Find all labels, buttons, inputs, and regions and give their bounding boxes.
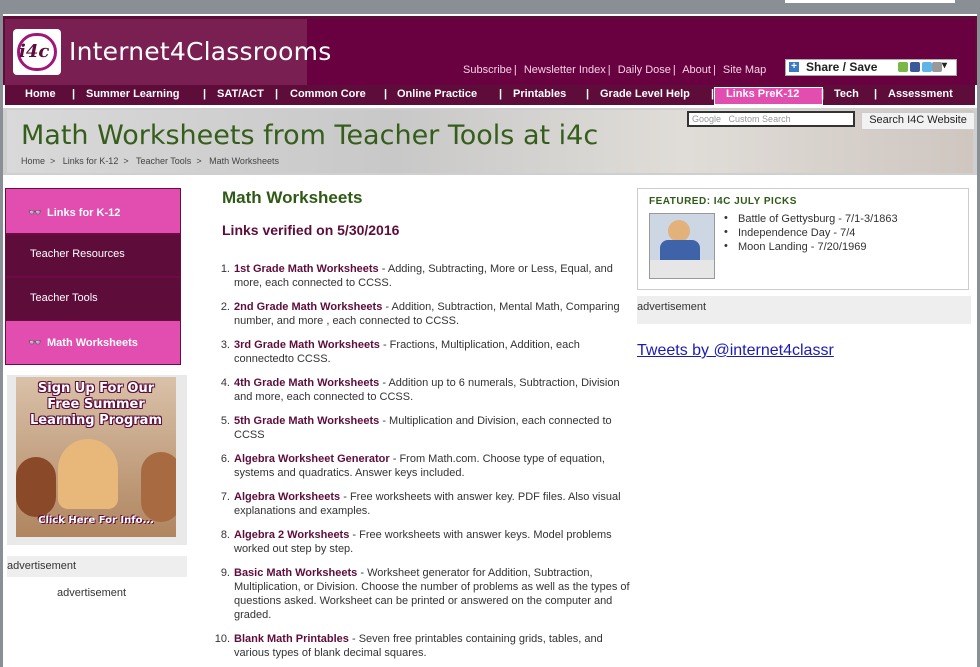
item-number: 4. — [220, 377, 230, 389]
featured-picks — [637, 188, 969, 290]
site-map-link[interactable]: Site Map — [722, 64, 767, 76]
item-number: 10. — [214, 633, 230, 645]
breadcrumb — [21, 156, 279, 166]
item-description: - Multiplication and Division, each connected to CCSS — [234, 415, 612, 441]
item-description: - Worksheet generator for Addition, Subtraction, Multiplication, or Division. Choose the number of problems as well as the types of questions asked. Worksheet can be printed or answered on the computer and graded. — [234, 567, 630, 621]
desk — [650, 260, 714, 278]
nav-summer-learning[interactable]: Summer Learning — [86, 88, 180, 100]
top-links — [463, 64, 766, 76]
item-description: - Seven free printables containing grids, tables, and various types of blank decimal squares. — [234, 633, 603, 659]
item-link[interactable]: Algebra Worksheet Generator — [234, 453, 390, 465]
logo-mark-text: i4c — [19, 41, 50, 62]
nav-separator: | — [203, 88, 207, 100]
nav-common-core[interactable]: Common Core — [290, 88, 366, 100]
promo-image — [16, 377, 176, 537]
main-nav — [3, 85, 977, 106]
search-placeholder: Custom Search — [728, 114, 791, 124]
item-link[interactable]: Blank Math Printables — [234, 633, 349, 645]
promo-cta: Click Here For Info... — [38, 515, 154, 526]
nav-separator: | — [384, 88, 388, 100]
sidebar-item-label: Teacher Tools — [30, 292, 98, 304]
nav-online-practice[interactable]: Online Practice — [397, 88, 478, 100]
nav-printables[interactable]: Printables — [513, 88, 567, 100]
nav-separator: | — [72, 88, 76, 100]
google-label: Google — [692, 114, 722, 124]
item-number: 6. — [220, 453, 230, 465]
item-description: - From Math.com. Choose type of equation, systems and quadratics. Answer keys included. — [234, 453, 605, 479]
sidebar-item-label: Math Worksheets — [47, 337, 138, 349]
more-icon — [932, 62, 942, 72]
promo-kid — [141, 452, 176, 522]
featured-list — [724, 213, 898, 255]
page-banner — [3, 108, 977, 175]
sidebar-item-math-worksheets[interactable] — [5, 320, 181, 365]
item-link[interactable]: 2nd Grade Math Worksheets — [234, 301, 383, 313]
promo-girl — [58, 439, 118, 509]
item-number: 9. — [220, 567, 230, 579]
item-link[interactable]: 1st Grade Math Worksheets — [234, 263, 379, 275]
sidebar-item-label: Teacher Resources — [30, 248, 125, 260]
page — [3, 14, 977, 667]
item-link[interactable]: 3rd Grade Math Worksheets — [234, 339, 380, 351]
promo-boy — [16, 457, 56, 517]
item-number: 1. — [220, 263, 230, 275]
about-link[interactable]: About — [682, 64, 711, 76]
breadcrumb-separator: > — [50, 156, 56, 166]
sidebar-item-label: Links for K-12 — [47, 207, 121, 219]
breadcrumb-teacher-tools[interactable]: Teacher Tools — [135, 156, 192, 166]
featured-item[interactable]: • Independence Day - 7/4 — [724, 227, 898, 239]
nav-separator: | — [874, 88, 878, 100]
item-link[interactable]: 4th Grade Math Worksheets — [234, 377, 380, 389]
logo-icon — [13, 29, 61, 75]
page-title: Math Worksheets from Teacher Tools at i4c — [21, 120, 599, 151]
item-number: 5. — [220, 415, 230, 427]
advertisement-label: advertisement — [637, 296, 971, 324]
twitter-icon — [922, 62, 932, 72]
promo-line: Free Summer — [47, 397, 145, 412]
item-number: 2. — [220, 301, 230, 313]
promo-line: Sign Up For Our — [37, 381, 155, 396]
share-save-button[interactable] — [785, 59, 957, 76]
plus-icon: + — [789, 62, 799, 72]
nav-assessment[interactable]: Assessment — [888, 88, 953, 100]
verified-date: Links verified on 5/30/2016 — [222, 222, 400, 238]
breadcrumb-current: Math Worksheets — [209, 156, 279, 166]
share-green-icon — [898, 62, 908, 72]
main-heading: Math Worksheets — [222, 188, 363, 207]
tweets-link[interactable]: Tweets by @internet4classr — [637, 342, 834, 359]
separator: | — [607, 64, 611, 76]
item-link[interactable]: Algebra 2 Worksheets — [234, 529, 350, 541]
sidebar-item-teacher-tools[interactable] — [5, 277, 181, 321]
featured-heading: FEATURED: I4C JULY PICKS — [649, 196, 797, 207]
item-link[interactable]: 5th Grade Math Worksheets — [234, 415, 380, 427]
student-head — [668, 220, 690, 242]
featured-item[interactable]: • Battle of Gettysburg - 7/1-3/1863 — [724, 213, 898, 225]
breadcrumb-links-k12[interactable]: Links for K-12 — [62, 156, 119, 166]
item-description: - Addition up to 6 numerals, Subtraction, Division and more, each connected to CCSS. — [234, 377, 620, 403]
item-description: - Addition, Subtraction, Mental Math, Comparing number, and more , each connected to CCSS. — [234, 301, 620, 327]
nav-home[interactable]: Home — [25, 88, 56, 100]
item-link[interactable]: Basic Math Worksheets — [234, 567, 358, 579]
sidebar-item-teacher-resources[interactable] — [5, 234, 181, 277]
advertisement-slot: advertisement — [57, 587, 127, 599]
glasses-icon: 👓 — [28, 337, 42, 349]
separator: | — [672, 64, 676, 76]
share-label: Share / Save — [806, 60, 878, 74]
top-white-box — [785, 0, 955, 3]
nav-grade-level-help[interactable]: Grade Level Help — [600, 88, 690, 100]
chevron-down-icon: ▾ — [942, 60, 948, 71]
item-description: - Free worksheets with answer keys. Model problems worked out step by step. — [234, 529, 612, 555]
newsletter-index-link[interactable]: Newsletter Index — [523, 64, 606, 76]
advertisement-label: advertisement — [7, 556, 187, 577]
item-description: - Free worksheets with answer key. PDF files. Also visual explanations and examples. — [234, 491, 621, 517]
summer-program-promo[interactable] — [7, 375, 187, 545]
daily-dose-link[interactable]: Daily Dose — [617, 64, 671, 76]
separator: | — [712, 64, 716, 76]
item-link[interactable]: Algebra Worksheets — [234, 491, 341, 503]
search-input[interactable] — [687, 111, 855, 127]
glasses-icon: 👓 — [28, 207, 42, 219]
search-button[interactable]: Search I4C Website — [861, 112, 975, 130]
facebook-icon — [910, 62, 920, 72]
site-header — [3, 14, 977, 86]
logo-text: Internet4Classrooms — [69, 37, 332, 66]
promo-line: Learning Program — [30, 413, 162, 428]
breadcrumb-home[interactable]: Home — [21, 156, 46, 166]
nav-tech[interactable]: Tech — [834, 88, 859, 100]
item-description: - Fractions, Multiplication, Addition, each connectedto CCSS. — [234, 339, 580, 365]
browser-top-strip — [0, 0, 980, 14]
sidebar-item-links-k12[interactable] — [5, 188, 181, 234]
nav-links-prek-12[interactable]: Links PreK-12 — [726, 88, 800, 100]
item-number: 3. — [220, 339, 230, 351]
breadcrumb-separator: > — [123, 156, 129, 166]
nav-separator: | — [711, 88, 715, 100]
featured-item[interactable]: • Moon Landing - 7/20/1969 — [724, 241, 898, 253]
subscribe-link[interactable]: Subscribe — [463, 64, 512, 76]
nav-separator: | — [821, 88, 825, 100]
logo-area[interactable] — [5, 19, 332, 85]
featured-image[interactable] — [649, 213, 715, 279]
breadcrumb-separator: > — [196, 156, 202, 166]
separator: | — [513, 64, 517, 76]
nav-separator: | — [275, 88, 279, 100]
item-description: - Adding, Subtracting, More or Less, Equal, and more, each connected to CCSS. — [234, 263, 613, 289]
nav-separator: | — [499, 88, 503, 100]
item-number: 8. — [220, 529, 230, 541]
item-number: 7. — [220, 491, 230, 503]
nav-sat-act[interactable]: SAT/ACT — [217, 88, 264, 100]
nav-separator: | — [586, 88, 590, 100]
